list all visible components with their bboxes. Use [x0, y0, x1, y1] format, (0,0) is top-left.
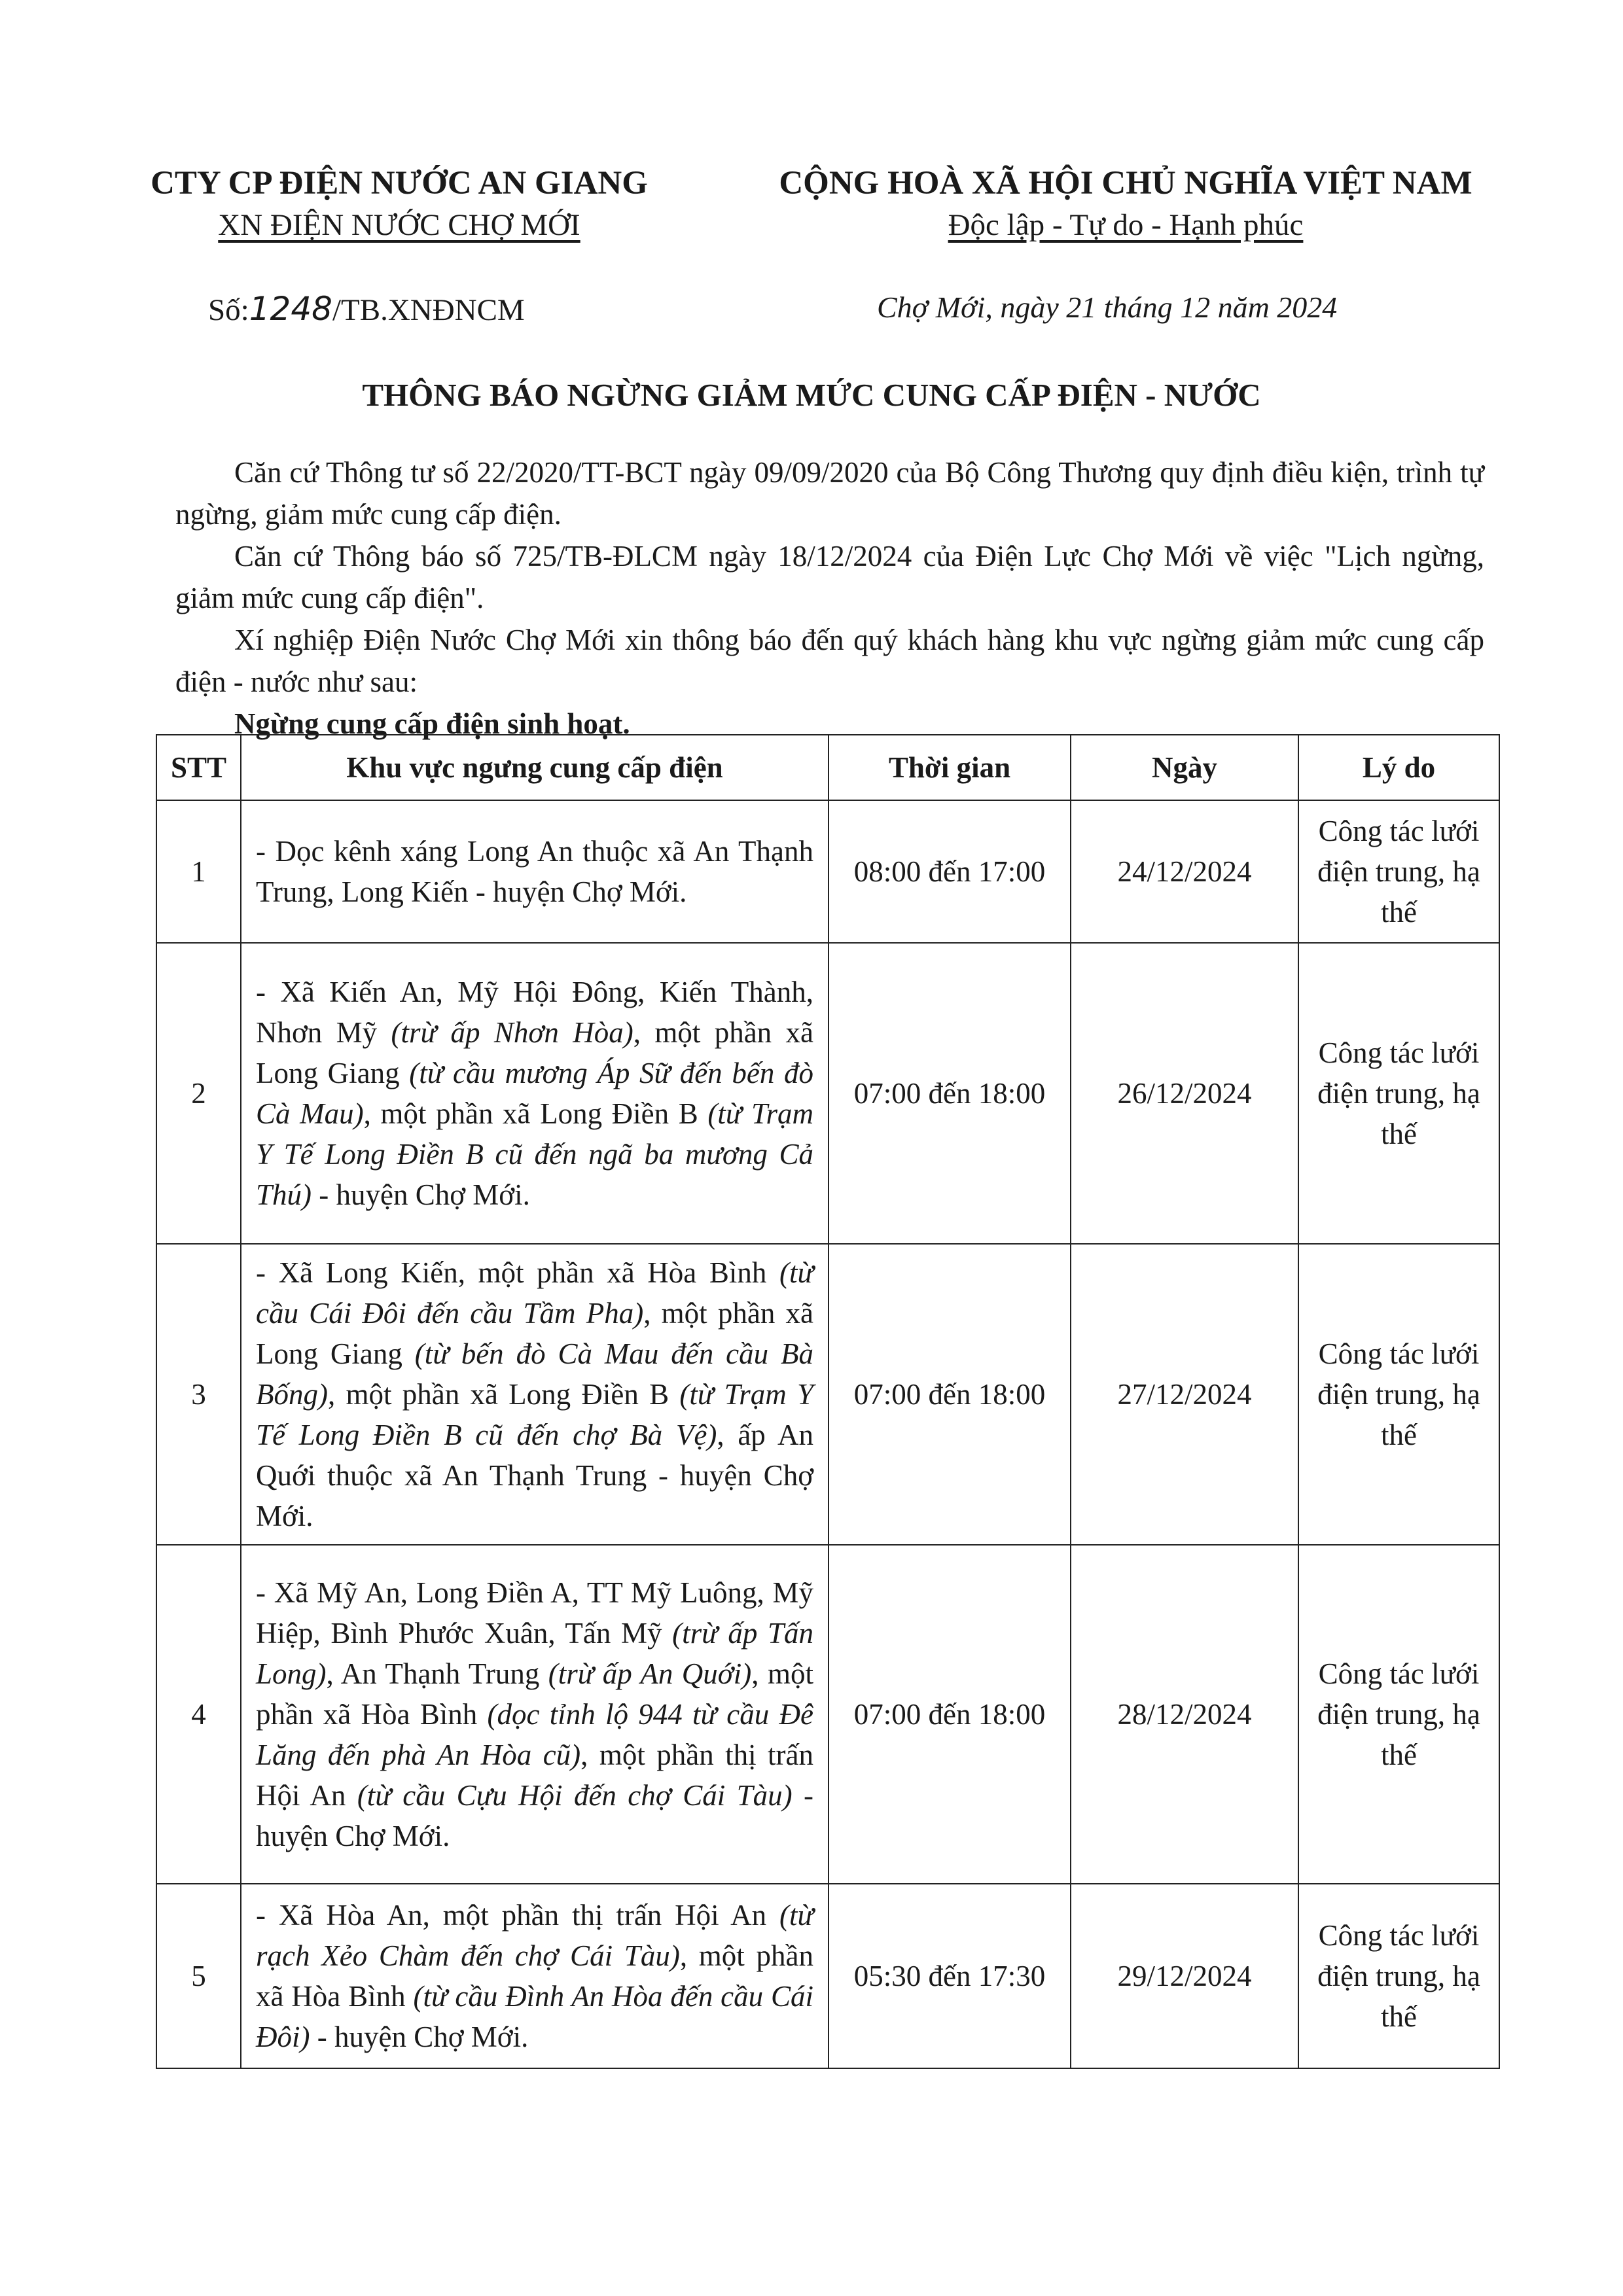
- row-stt: 3: [156, 1244, 241, 1545]
- header-stt: STT: [156, 735, 241, 800]
- row-stt: 5: [156, 1884, 241, 2068]
- area-text: , một phần xã Hòa Bình: [256, 1657, 813, 1731]
- doc-no-suffix: /TB.XNĐNCM: [332, 293, 525, 327]
- row-reason: Công tác lưới điện trung, hạ thế: [1298, 800, 1499, 943]
- area-text: , một phần xã Long Điền B: [327, 1378, 680, 1411]
- table-row: [156, 943, 1499, 1244]
- area-note: (từ rạch Xẻo Chàm đến chợ Cái Tàu): [256, 1899, 813, 1972]
- table-row: [156, 1545, 1499, 1884]
- branch-name-text: XN ĐIỆN NƯỚC CHỢ MỚI: [218, 208, 580, 242]
- row-date: 24/12/2024: [1071, 800, 1298, 943]
- national-header: [720, 162, 1531, 246]
- row-time: 08:00 đến 17:00: [829, 800, 1071, 943]
- area-text: , một phần thị trấn Hội An: [256, 1739, 813, 1812]
- row-time: 07:00 đến 18:00: [829, 1545, 1071, 1884]
- area-text: - Dọc kênh xáng Long An thuộc xã An Thạnh Trung, Long Kiến - huyện Chợ Mới.: [256, 835, 813, 908]
- header-time: Thời gian: [829, 735, 1071, 800]
- country-motto: [720, 204, 1531, 246]
- country-motto-text: Độc lập - Tự do - Hạnh phúc: [948, 208, 1304, 242]
- row-time: 07:00 đến 18:00: [829, 1244, 1071, 1545]
- row-stt: 2: [156, 943, 241, 1244]
- table-header-row: [156, 735, 1499, 800]
- place-date: Chợ Mới, ngày 21 tháng 12 năm 2024: [877, 291, 1338, 324]
- area-text: , một phần xã Hòa Bình: [256, 1939, 813, 2013]
- header-reason: Lý do: [1298, 735, 1499, 800]
- row-area: [241, 1545, 829, 1884]
- area-note: (trừ ấp Nhơn Hòa): [391, 1016, 633, 1049]
- area-note: (từ bến đò Cà Mau đến cầu Bà Bống): [256, 1337, 813, 1411]
- area-text: - huyện Chợ Mới.: [312, 1178, 530, 1211]
- table-row: [156, 1244, 1499, 1545]
- row-area: [241, 800, 829, 943]
- area-text: , một phần xã Long Giang: [256, 1016, 813, 1089]
- table-body: [156, 800, 1499, 2068]
- row-reason: Công tác lưới điện trung, hạ thế: [1298, 1545, 1499, 1884]
- row-date: 28/12/2024: [1071, 1545, 1298, 1884]
- row-date: 27/12/2024: [1071, 1244, 1298, 1545]
- area-text: , ấp An Quới thuộc xã An Thạnh Trung - huyện Chợ Mới.: [256, 1419, 813, 1532]
- country-name: CỘNG HOÀ XÃ HỘI CHỦ NGHĨA VIỆT NAM: [779, 165, 1472, 202]
- area-text: - Xã Long Kiến, một phần xã Hòa Bình: [256, 1256, 779, 1289]
- table-row: [156, 1884, 1499, 2068]
- row-reason: Công tác lưới điện trung, hạ thế: [1298, 1244, 1499, 1545]
- paragraph-legal-basis-2: Căn cứ Thông báo số 725/TB-ĐLCM ngày 18/12/2024 của Điện Lực Chợ Mới về việc "Lịch ngừng, giảm mức cung cấp điện".: [175, 540, 1484, 614]
- outage-schedule-table: [156, 734, 1500, 2069]
- doc-no-prefix: Số:: [208, 293, 249, 327]
- area-text: - huyện Chợ Mới.: [310, 2021, 529, 2053]
- area-text: , An Thạnh Trung: [326, 1657, 548, 1690]
- section-heading: Ngừng cung cấp điện sinh hoạt.: [234, 707, 630, 740]
- area-note: (dọc tỉnh lộ 944 từ cầu Đê Lăng đến phà An Hòa cũ): [256, 1698, 813, 1771]
- row-stt: 4: [156, 1545, 241, 1884]
- area-text: - huyện Chợ Mới.: [256, 1779, 814, 1852]
- area-text: , một phần xã Long Giang: [256, 1297, 814, 1370]
- area-note: (từ cầu Cựu Hội đến chợ Cái Tàu): [357, 1779, 793, 1812]
- row-reason: Công tác lưới điện trung, hạ thế: [1298, 1884, 1499, 2068]
- company-header: [111, 162, 687, 246]
- branch-name: [111, 204, 687, 246]
- area-note: (trừ ấp Tấn Long): [256, 1617, 813, 1690]
- row-time: 05:30 đến 17:30: [829, 1884, 1071, 2068]
- document-number: [208, 290, 525, 328]
- area-text: , một phần xã Long Điền B: [363, 1097, 708, 1130]
- area-note: (từ Trạm Y Tế Long Điền B cũ đến ngã ba mương Cả Thú): [256, 1097, 813, 1211]
- area-note: (trừ ấp An Quới): [548, 1657, 752, 1690]
- row-date: 26/12/2024: [1071, 943, 1298, 1244]
- document-body: [175, 451, 1484, 745]
- row-time: 07:00 đến 18:00: [829, 943, 1071, 1244]
- row-area: [241, 1884, 829, 2068]
- row-reason: Công tác lưới điện trung, hạ thế: [1298, 943, 1499, 1244]
- row-date: 29/12/2024: [1071, 1884, 1298, 2068]
- area-text: - Xã Kiến An, Mỹ Hội Đông, Kiến Thành, Nhơn Mỹ: [256, 976, 813, 1049]
- area-note: (từ cầu mương Áp Sữ đến bến đò Cà Mau): [256, 1057, 813, 1130]
- area-note: (từ cầu Cái Đôi đến cầu Tầm Pha): [256, 1256, 813, 1330]
- paragraph-announcement: Xí nghiệp Điện Nước Chợ Mới xin thông báo đến quý khách hàng khu vực ngừng giảm mức cung cấp điện - nước như sau:: [175, 624, 1484, 698]
- area-text: - Xã Hòa An, một phần thị trấn Hội An: [256, 1899, 779, 1932]
- table-row: [156, 800, 1499, 943]
- header-area: Khu vực ngưng cung cấp điện: [241, 735, 829, 800]
- document-title: THÔNG BÁO NGỪNG GIẢM MỨC CUNG CẤP ĐIỆN - NƯỚC: [362, 377, 1261, 413]
- company-name: CTY CP ĐIỆN NƯỚC AN GIANG: [151, 165, 648, 202]
- header-date: Ngày: [1071, 735, 1298, 800]
- area-note: (từ cầu Đình An Hòa đến cầu Cái Đôi): [256, 1980, 813, 2053]
- area-note: (từ Trạm Y Tế Long Điền B cũ đến chợ Bà Vệ): [256, 1378, 813, 1451]
- row-area: [241, 943, 829, 1244]
- doc-no-number: 1248: [249, 290, 332, 328]
- row-stt: 1: [156, 800, 241, 943]
- paragraph-legal-basis-1: Căn cứ Thông tư số 22/2020/TT-BCT ngày 09/09/2020 của Bộ Công Thương quy định điều kiện, trình tự ngừng, giảm mức cung cấp điện.: [175, 456, 1484, 531]
- area-text: - Xã Mỹ An, Long Điền A, TT Mỹ Luông, Mỹ Hiệp, Bình Phước Xuân, Tấn Mỹ: [256, 1576, 813, 1650]
- row-area: [241, 1244, 829, 1545]
